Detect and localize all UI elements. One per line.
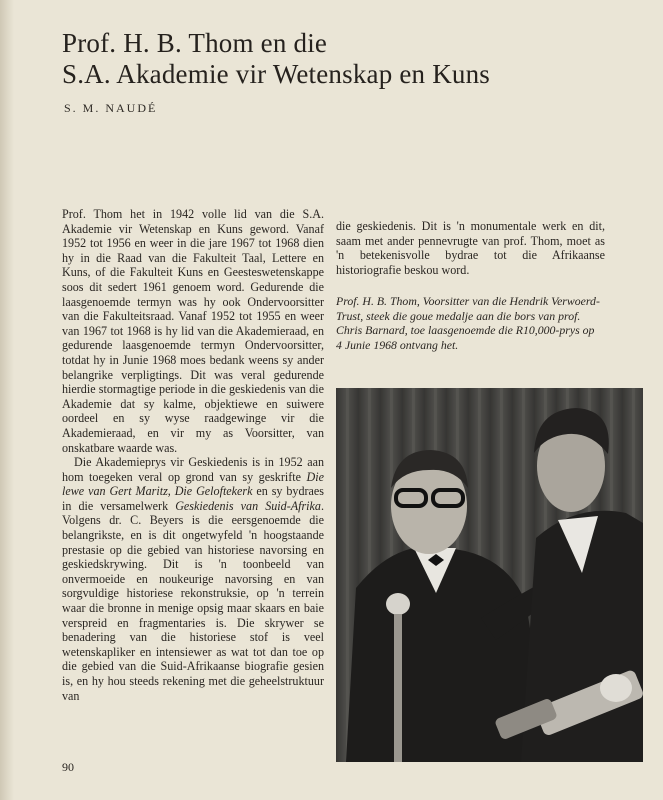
paragraph-3: die geskiedenis. Dit is 'n monumentale werk en dit, saam met ander pennevrugte van prof. Thom, moet as 'n betekenisvolle bydrae tot die Afrikaanse historiografie beskou word. xyxy=(336,219,605,277)
book-title-geskiedenis: Geskiedenis van Suid-Afrika xyxy=(175,498,321,513)
title-line-1: Prof. H. B. Thom en die xyxy=(62,28,328,58)
photo-caption: Prof. H. B. Thom, Voorsitter van die Hendrik Verwoerd-Trust, steek die goue medalje aan die bors van prof. Chris Barnard, toe laasgenoemde die R10,000-prys op 4 Junie 1968 ontvang het. xyxy=(336,294,600,352)
book-title-maritz: Die lewe van Gert Maritz, Die Geloftekerk xyxy=(62,469,324,499)
photograph xyxy=(336,388,643,762)
title-line-2: S.A. Akademie vir Wetenskap en Kuns xyxy=(62,59,491,89)
photo-illustration xyxy=(336,388,643,762)
paragraph-2-text-b: en sy bydraes in die versamelwerk xyxy=(62,484,324,513)
paragraph-2-text-a: Die Akademieprys vir Geskiedenis is in 1952 aan hom toegeken veral op grond van sy geskrifte xyxy=(62,455,324,484)
author-byline: S. M. NAUDÉ xyxy=(64,101,158,115)
paragraph-2-text-c: . Volgens dr. C. Beyers is die eersgenoemde die belangrikste, en is dit ongetwyfeld 'n hoogstaande prestasie op die gebied van historiese navorsing en geskiedskrywing. Dit is 'n toonbeeld van onvermoeide en noukeurige navorsing en van sorgvuldige historiese rekonstruksie, op 'n terrein waar die bronne in menige opsig maar skaars en baie verspreid en fragmentaries is. Die skrywer se benadering van die historiese stof is veel wetenskapliker en intensiewer as wat tot dan toe op die gebied van die Suid-Afrikaanse biografie gesien is, en hy hou steeds rekening met die geheelstruktuur van xyxy=(62,498,324,703)
page-gutter-shadow xyxy=(0,0,14,800)
paragraph-2 xyxy=(62,455,324,703)
article-title xyxy=(62,28,490,90)
paragraph-1: Prof. Thom het in 1942 volle lid van die S.A. Akademie vir Wetenskap en Kuns geword. Vanaf 1952 tot 1956 en weer in die jare 1967 tot 1968 dien hy in die Raad van die Fakulteit Taal, Lettere en Kuns, of die Fakulteit Kuns en Geesteswetenskappe soos dit sedert 1961 genoem word. Gedurende die laasgenoemde termyn was hy ook Ondervoorsitter van die Fakulteitsraad. Vanaf 1952 tot 1955 en weer van 1967 tot 1968 is hy lid van die Akademieraad, en gedurende laasgenoemde termyn Ondervoorsitter, totdat hy in Junie 1968 moes bedank weens sy ander belangrike verpligtings. Dit was veral gedurende hierdie stormagtige periode in die geskiedenis van die Akademie dat sy kalme, objektiewe en suiwere oordeel en sy wyse raadgewinge vir die Akademieraad, en vir my as Voorsitter, van onskatbare waarde was. xyxy=(62,207,324,455)
page-number: 90 xyxy=(62,760,74,774)
text-column-left xyxy=(62,207,324,703)
text-column-right xyxy=(336,219,605,277)
